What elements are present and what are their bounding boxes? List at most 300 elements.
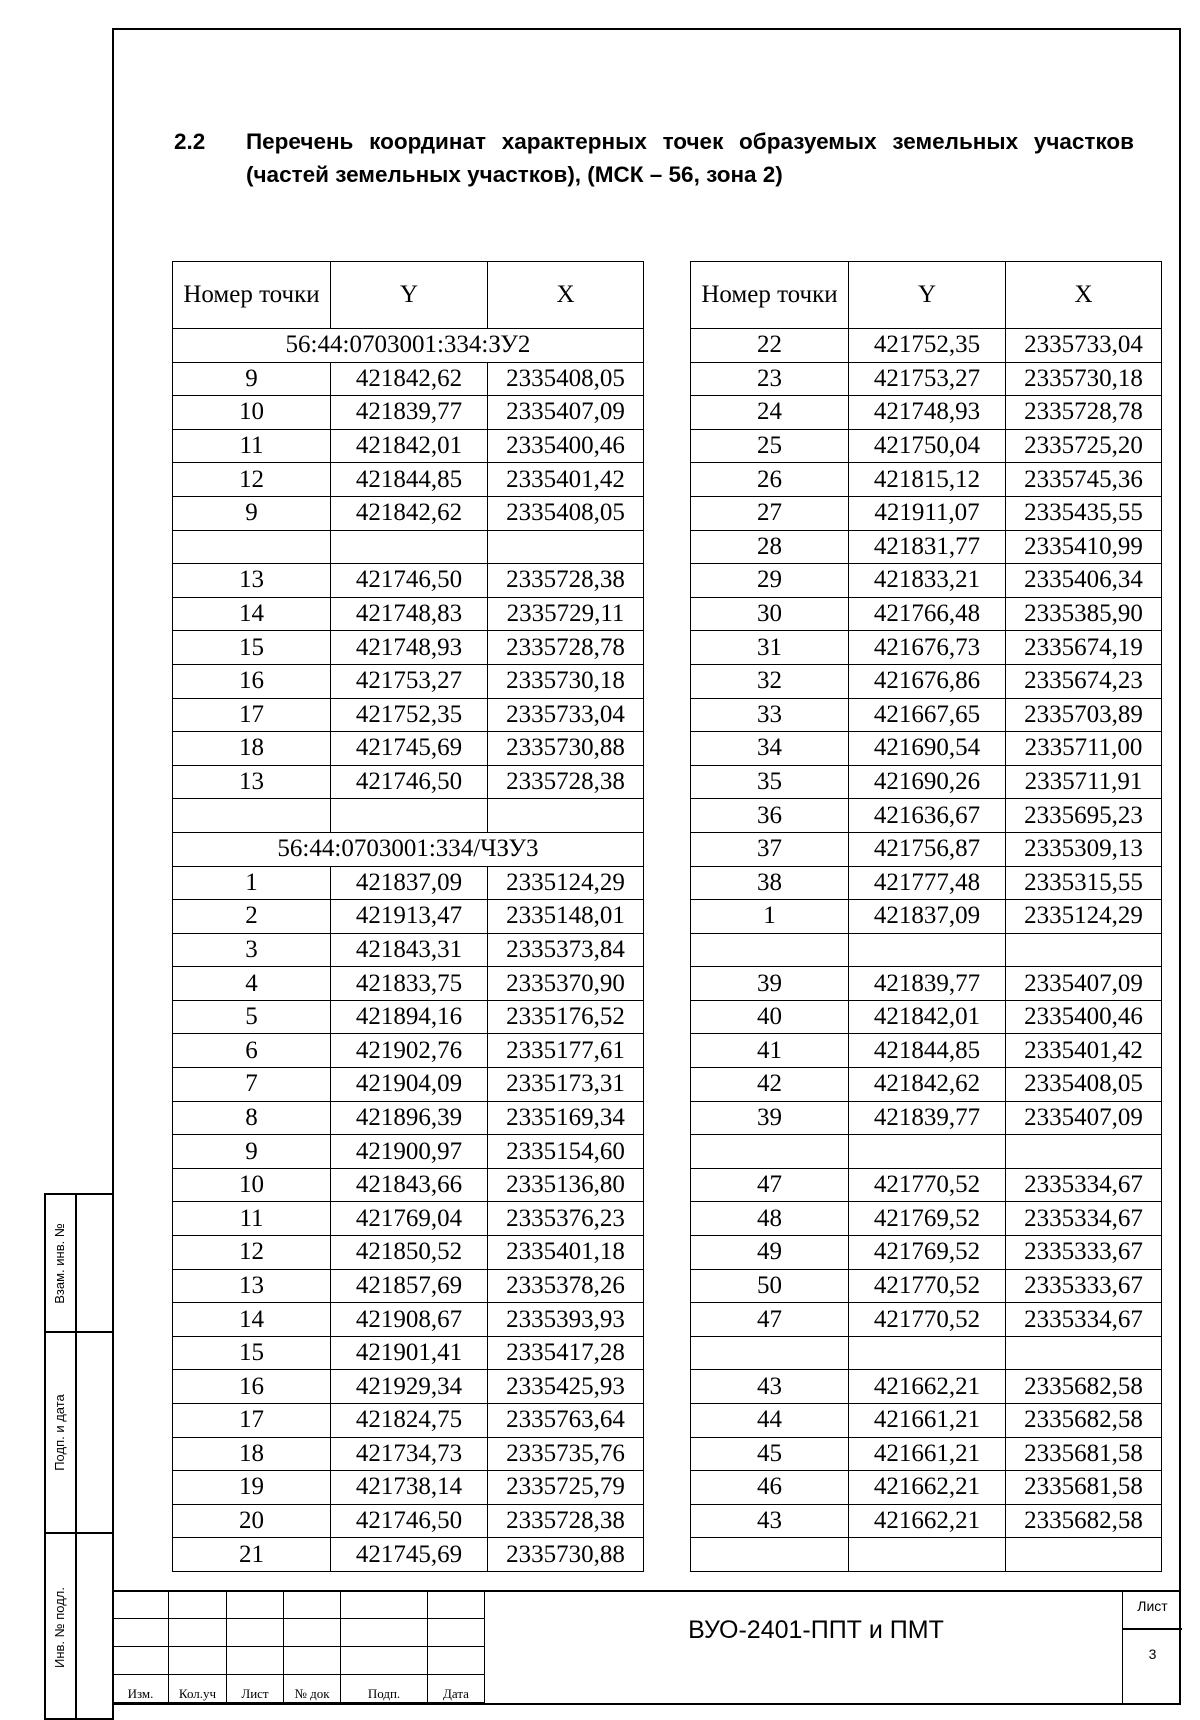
x-coordinate-cell: 2335728,38 bbox=[488, 564, 644, 598]
x-coordinate-cell: 2335401,42 bbox=[1006, 1034, 1162, 1068]
x-coordinate-cell: 2335400,46 bbox=[488, 429, 644, 463]
y-coordinate-cell: 421662,21 bbox=[849, 1504, 1006, 1538]
table-row bbox=[691, 496, 1162, 530]
y-coordinate-cell: 421745,69 bbox=[331, 1538, 488, 1572]
point-number-cell: 24 bbox=[691, 396, 849, 430]
table-row bbox=[173, 1236, 644, 1270]
x-coordinate-cell: 2335401,42 bbox=[488, 463, 644, 497]
table-row bbox=[173, 866, 644, 900]
table-row bbox=[173, 1336, 644, 1370]
point-number-cell: 1 bbox=[173, 866, 331, 900]
table-row bbox=[691, 866, 1162, 900]
x-coordinate-cell: 2335124,29 bbox=[1006, 900, 1162, 934]
y-coordinate-cell: 421690,26 bbox=[849, 765, 1006, 799]
sheet-number: 3 bbox=[1148, 1646, 1157, 1662]
x-coordinate-cell: 2335728,38 bbox=[488, 1504, 644, 1538]
table-row bbox=[173, 933, 644, 967]
table-row bbox=[173, 664, 644, 698]
y-coordinate-cell: 421839,77 bbox=[849, 967, 1006, 1001]
point-number-cell: 35 bbox=[691, 765, 849, 799]
point-number-cell: 50 bbox=[691, 1269, 849, 1303]
x-coordinate-cell: 2335333,67 bbox=[1006, 1269, 1162, 1303]
title-block-label: Подп. bbox=[341, 1675, 428, 1703]
title-block-label: Изм. bbox=[113, 1675, 169, 1703]
x-coordinate-cell: 2335735,76 bbox=[488, 1437, 644, 1471]
table-row bbox=[173, 362, 644, 396]
x-coordinate-cell: 2335728,78 bbox=[488, 631, 644, 665]
point-number-cell: 10 bbox=[173, 396, 331, 430]
x-coordinate-cell: 2335408,05 bbox=[488, 496, 644, 530]
y-coordinate-cell bbox=[331, 799, 488, 833]
x-coordinate-cell: 2335334,67 bbox=[1006, 1168, 1162, 1202]
table-row bbox=[173, 1538, 644, 1572]
table-row bbox=[173, 1202, 644, 1236]
y-coordinate-cell: 421662,21 bbox=[849, 1370, 1006, 1404]
table-row bbox=[691, 362, 1162, 396]
x-coordinate-cell: 2335334,67 bbox=[1006, 1202, 1162, 1236]
y-coordinate-cell: 421894,16 bbox=[331, 1000, 488, 1034]
point-number-cell: 12 bbox=[173, 463, 331, 497]
y-coordinate-cell: 421756,87 bbox=[849, 832, 1006, 866]
x-coordinate-cell: 2335725,20 bbox=[1006, 429, 1162, 463]
table-row bbox=[691, 664, 1162, 698]
header-point-number: Номер точки bbox=[691, 262, 849, 329]
x-coordinate-cell bbox=[488, 530, 644, 564]
table-row bbox=[691, 933, 1162, 967]
point-number-cell: 4 bbox=[173, 967, 331, 1001]
x-coordinate-cell: 2335370,90 bbox=[488, 967, 644, 1001]
point-number-cell: 15 bbox=[173, 631, 331, 665]
x-coordinate-cell: 2335682,58 bbox=[1006, 1504, 1162, 1538]
table-row bbox=[173, 1135, 644, 1169]
y-coordinate-cell: 421843,66 bbox=[331, 1168, 488, 1202]
point-number-cell: 16 bbox=[173, 664, 331, 698]
table-row bbox=[173, 1370, 644, 1404]
y-coordinate-cell: 421661,21 bbox=[849, 1404, 1006, 1438]
point-number-cell: 11 bbox=[173, 1202, 331, 1236]
point-number-cell bbox=[691, 1336, 849, 1370]
point-number-cell: 27 bbox=[691, 496, 849, 530]
section-number: 2.2 bbox=[174, 129, 206, 154]
table-row bbox=[691, 1068, 1162, 1102]
point-number-cell: 11 bbox=[173, 429, 331, 463]
y-coordinate-cell: 421896,39 bbox=[331, 1101, 488, 1135]
table-row bbox=[173, 1404, 644, 1438]
point-number-cell: 47 bbox=[691, 1168, 849, 1202]
x-coordinate-cell: 2335745,36 bbox=[1006, 463, 1162, 497]
point-number-cell: 18 bbox=[173, 732, 331, 766]
y-coordinate-cell: 421913,47 bbox=[331, 900, 488, 934]
table-row bbox=[691, 1437, 1162, 1471]
x-coordinate-cell: 2335407,09 bbox=[1006, 967, 1162, 1001]
table-row bbox=[691, 1101, 1162, 1135]
x-coordinate-cell: 2335711,91 bbox=[1006, 765, 1162, 799]
table-row bbox=[691, 732, 1162, 766]
y-coordinate-cell: 421769,04 bbox=[331, 1202, 488, 1236]
x-coordinate-cell: 2335733,04 bbox=[1006, 329, 1162, 363]
y-coordinate-cell: 421766,48 bbox=[849, 597, 1006, 631]
x-coordinate-cell: 2335435,55 bbox=[1006, 496, 1162, 530]
table-row bbox=[691, 1370, 1162, 1404]
table-row bbox=[691, 1538, 1162, 1572]
y-coordinate-cell: 421662,21 bbox=[849, 1471, 1006, 1505]
x-coordinate-cell: 2335136,80 bbox=[488, 1168, 644, 1202]
table-row bbox=[691, 329, 1162, 363]
x-coordinate-cell: 2335407,09 bbox=[488, 396, 644, 430]
x-coordinate-cell: 2335401,18 bbox=[488, 1236, 644, 1270]
x-coordinate-cell: 2335176,52 bbox=[488, 1000, 644, 1034]
table-row bbox=[691, 1000, 1162, 1034]
point-number-cell: 13 bbox=[173, 564, 331, 598]
y-coordinate-cell: 421636,67 bbox=[849, 799, 1006, 833]
x-coordinate-cell: 2335177,61 bbox=[488, 1034, 644, 1068]
table-row bbox=[173, 1168, 644, 1202]
y-coordinate-cell: 421911,07 bbox=[849, 496, 1006, 530]
title-block-label: № док bbox=[284, 1675, 341, 1703]
y-coordinate-cell: 421833,75 bbox=[331, 967, 488, 1001]
x-coordinate-cell: 2335681,58 bbox=[1006, 1471, 1162, 1505]
y-coordinate-cell: 421833,21 bbox=[849, 564, 1006, 598]
x-coordinate-cell: 2335681,58 bbox=[1006, 1437, 1162, 1471]
table-row bbox=[173, 1471, 644, 1505]
table-row bbox=[173, 597, 644, 631]
y-coordinate-cell: 421752,35 bbox=[331, 698, 488, 732]
table-row bbox=[691, 799, 1162, 833]
x-coordinate-cell: 2335674,19 bbox=[1006, 631, 1162, 665]
point-number-cell: 28 bbox=[691, 530, 849, 564]
point-number-cell: 18 bbox=[173, 1437, 331, 1471]
point-number-cell: 49 bbox=[691, 1236, 849, 1270]
y-coordinate-cell: 421770,52 bbox=[849, 1168, 1006, 1202]
table-row bbox=[173, 832, 644, 866]
y-coordinate-cell: 421753,27 bbox=[849, 362, 1006, 396]
side-label-inv: Инв. № подл. bbox=[52, 1586, 68, 1668]
header-x: X bbox=[1006, 262, 1162, 329]
point-number-cell: 39 bbox=[691, 967, 849, 1001]
point-number-cell: 44 bbox=[691, 1404, 849, 1438]
table-row bbox=[691, 1404, 1162, 1438]
side-label-vzam: Взам. инв. № bbox=[52, 1222, 68, 1304]
y-coordinate-cell: 421667,65 bbox=[849, 698, 1006, 732]
y-coordinate-cell: 421676,73 bbox=[849, 631, 1006, 665]
header-y: Y bbox=[331, 262, 488, 329]
x-coordinate-cell: 2335334,67 bbox=[1006, 1303, 1162, 1337]
y-coordinate-cell: 421857,69 bbox=[331, 1269, 488, 1303]
point-number-cell: 5 bbox=[173, 1000, 331, 1034]
y-coordinate-cell: 421843,31 bbox=[331, 933, 488, 967]
sheet-box bbox=[1122, 1590, 1181, 1705]
y-coordinate-cell: 421842,01 bbox=[331, 429, 488, 463]
y-coordinate-cell bbox=[849, 1336, 1006, 1370]
y-coordinate-cell: 421661,21 bbox=[849, 1437, 1006, 1471]
y-coordinate-cell: 421901,41 bbox=[331, 1336, 488, 1370]
point-number-cell: 1 bbox=[691, 900, 849, 934]
x-coordinate-cell: 2335309,13 bbox=[1006, 832, 1162, 866]
y-coordinate-cell: 421842,62 bbox=[849, 1068, 1006, 1102]
point-number-cell: 7 bbox=[173, 1068, 331, 1102]
table-row bbox=[691, 1471, 1162, 1505]
x-coordinate-cell: 2335425,93 bbox=[488, 1370, 644, 1404]
y-coordinate-cell: 421908,67 bbox=[331, 1303, 488, 1337]
table-row bbox=[691, 1303, 1162, 1337]
point-number-cell: 30 bbox=[691, 597, 849, 631]
x-coordinate-cell: 2335373,84 bbox=[488, 933, 644, 967]
point-number-cell: 43 bbox=[691, 1370, 849, 1404]
point-number-cell: 12 bbox=[173, 1236, 331, 1270]
point-number-cell: 46 bbox=[691, 1471, 849, 1505]
parcel-group-title: 56:44:0703001:334/ЧЗУ3 bbox=[173, 832, 644, 866]
table-row bbox=[173, 967, 644, 1001]
point-number-cell: 9 bbox=[173, 362, 331, 396]
parcel-group-title: 56:44:0703001:334:ЗУ2 bbox=[173, 329, 644, 363]
y-coordinate-cell: 421842,62 bbox=[331, 362, 488, 396]
title-block-grid bbox=[112, 1590, 485, 1703]
point-number-cell: 9 bbox=[173, 496, 331, 530]
x-coordinate-cell: 2335315,55 bbox=[1006, 866, 1162, 900]
table-row bbox=[173, 1068, 644, 1102]
point-number-cell: 10 bbox=[173, 1168, 331, 1202]
table-row bbox=[173, 429, 644, 463]
x-coordinate-cell: 2335410,99 bbox=[1006, 530, 1162, 564]
point-number-cell: 48 bbox=[691, 1202, 849, 1236]
point-number-cell: 38 bbox=[691, 866, 849, 900]
y-coordinate-cell bbox=[849, 933, 1006, 967]
section-title: Перечень координат характерных точек образуемых земельных участков (частей земельных участков), (МСК – 56, зона 2) bbox=[246, 129, 1134, 187]
y-coordinate-cell: 421900,97 bbox=[331, 1135, 488, 1169]
x-coordinate-cell bbox=[1006, 1135, 1162, 1169]
table-row bbox=[173, 1000, 644, 1034]
side-label-podp: Подп. и дата bbox=[52, 1394, 68, 1471]
x-coordinate-cell: 2335406,34 bbox=[1006, 564, 1162, 598]
point-number-cell: 37 bbox=[691, 832, 849, 866]
table-row bbox=[173, 1504, 644, 1538]
point-number-cell: 22 bbox=[691, 329, 849, 363]
y-coordinate-cell: 421815,12 bbox=[849, 463, 1006, 497]
table-row bbox=[173, 564, 644, 598]
table-row bbox=[691, 1504, 1162, 1538]
x-coordinate-cell: 2335385,90 bbox=[1006, 597, 1162, 631]
table-row bbox=[691, 832, 1162, 866]
point-number-cell: 39 bbox=[691, 1101, 849, 1135]
x-coordinate-cell: 2335124,29 bbox=[488, 866, 644, 900]
x-coordinate-cell: 2335703,89 bbox=[1006, 698, 1162, 732]
y-coordinate-cell: 421769,52 bbox=[849, 1236, 1006, 1270]
table-row bbox=[691, 1168, 1162, 1202]
y-coordinate-cell: 421748,83 bbox=[331, 597, 488, 631]
x-coordinate-cell: 2335682,58 bbox=[1006, 1404, 1162, 1438]
x-coordinate-cell: 2335763,64 bbox=[488, 1404, 644, 1438]
x-coordinate-cell bbox=[1006, 1538, 1162, 1572]
y-coordinate-cell: 421746,50 bbox=[331, 1504, 488, 1538]
document-code: ВУО-2401-ППТ и ПМТ bbox=[688, 1616, 944, 1644]
table-row bbox=[173, 329, 644, 363]
table-header-row bbox=[691, 262, 1162, 329]
x-coordinate-cell: 2335393,93 bbox=[488, 1303, 644, 1337]
y-coordinate-cell: 421753,27 bbox=[331, 664, 488, 698]
y-coordinate-cell: 421844,85 bbox=[849, 1034, 1006, 1068]
x-coordinate-cell: 2335729,11 bbox=[488, 597, 644, 631]
table-row bbox=[691, 396, 1162, 430]
table-row bbox=[173, 732, 644, 766]
table-row bbox=[691, 1236, 1162, 1270]
table-row bbox=[173, 1101, 644, 1135]
table-row bbox=[173, 496, 644, 530]
point-number-cell: 25 bbox=[691, 429, 849, 463]
header-point-number: Номер точки bbox=[173, 262, 331, 329]
table-row bbox=[691, 765, 1162, 799]
y-coordinate-cell: 421690,54 bbox=[849, 732, 1006, 766]
point-number-cell: 19 bbox=[173, 1471, 331, 1505]
y-coordinate-cell: 421777,48 bbox=[849, 866, 1006, 900]
x-coordinate-cell bbox=[488, 799, 644, 833]
point-number-cell: 42 bbox=[691, 1068, 849, 1102]
point-number-cell: 29 bbox=[691, 564, 849, 598]
title-block-label: Кол.уч bbox=[169, 1675, 227, 1703]
x-coordinate-cell: 2335730,18 bbox=[1006, 362, 1162, 396]
point-number-cell: 34 bbox=[691, 732, 849, 766]
point-number-cell: 9 bbox=[173, 1135, 331, 1169]
table-row bbox=[173, 1034, 644, 1068]
y-coordinate-cell: 421850,52 bbox=[331, 1236, 488, 1270]
table-row bbox=[691, 597, 1162, 631]
y-coordinate-cell: 421844,85 bbox=[331, 463, 488, 497]
table-row bbox=[173, 631, 644, 665]
table-row bbox=[173, 698, 644, 732]
y-coordinate-cell: 421745,69 bbox=[331, 732, 488, 766]
point-number-cell: 32 bbox=[691, 664, 849, 698]
point-number-cell: 47 bbox=[691, 1303, 849, 1337]
x-coordinate-cell: 2335378,26 bbox=[488, 1269, 644, 1303]
point-number-cell: 21 bbox=[173, 1538, 331, 1572]
x-coordinate-cell: 2335417,28 bbox=[488, 1336, 644, 1370]
y-coordinate-cell: 421839,77 bbox=[849, 1101, 1006, 1135]
point-number-cell: 13 bbox=[173, 1269, 331, 1303]
y-coordinate-cell: 421746,50 bbox=[331, 765, 488, 799]
x-coordinate-cell bbox=[1006, 933, 1162, 967]
x-coordinate-cell: 2335682,58 bbox=[1006, 1370, 1162, 1404]
point-number-cell bbox=[691, 1135, 849, 1169]
y-coordinate-cell: 421842,62 bbox=[331, 496, 488, 530]
table-row bbox=[691, 1202, 1162, 1236]
table-row bbox=[173, 1303, 644, 1337]
y-coordinate-cell: 421770,52 bbox=[849, 1303, 1006, 1337]
point-number-cell: 2 bbox=[173, 900, 331, 934]
point-number-cell: 45 bbox=[691, 1437, 849, 1471]
y-coordinate-cell: 421748,93 bbox=[849, 396, 1006, 430]
point-number-cell: 16 bbox=[173, 1370, 331, 1404]
x-coordinate-cell: 2335730,88 bbox=[488, 732, 644, 766]
point-number-cell: 43 bbox=[691, 1504, 849, 1538]
table-row bbox=[691, 1135, 1162, 1169]
point-number-cell: 15 bbox=[173, 1336, 331, 1370]
table-row bbox=[173, 900, 644, 934]
x-coordinate-cell: 2335376,23 bbox=[488, 1202, 644, 1236]
y-coordinate-cell: 421837,09 bbox=[849, 900, 1006, 934]
y-coordinate-cell bbox=[849, 1135, 1006, 1169]
point-number-cell: 6 bbox=[173, 1034, 331, 1068]
point-number-cell: 3 bbox=[173, 933, 331, 967]
y-coordinate-cell: 421831,77 bbox=[849, 530, 1006, 564]
x-coordinate-cell: 2335408,05 bbox=[1006, 1068, 1162, 1102]
x-coordinate-cell: 2335711,00 bbox=[1006, 732, 1162, 766]
x-coordinate-cell: 2335725,79 bbox=[488, 1471, 644, 1505]
table-row bbox=[173, 765, 644, 799]
table-row bbox=[691, 530, 1162, 564]
title-block-label: Лист bbox=[227, 1675, 284, 1703]
point-number-cell: 14 bbox=[173, 1303, 331, 1337]
table-row bbox=[691, 1336, 1162, 1370]
table-row bbox=[173, 530, 644, 564]
coordinates-table-left bbox=[172, 261, 644, 1572]
point-number-cell: 41 bbox=[691, 1034, 849, 1068]
x-coordinate-cell: 2335173,31 bbox=[488, 1068, 644, 1102]
header-x: X bbox=[488, 262, 644, 329]
y-coordinate-cell: 421734,73 bbox=[331, 1437, 488, 1471]
table-row bbox=[691, 698, 1162, 732]
point-number-cell: 40 bbox=[691, 1000, 849, 1034]
coordinates-table-right bbox=[690, 261, 1162, 1572]
y-coordinate-cell: 421746,50 bbox=[331, 564, 488, 598]
table-row bbox=[691, 631, 1162, 665]
y-coordinate-cell: 421824,75 bbox=[331, 1404, 488, 1438]
x-coordinate-cell: 2335728,78 bbox=[1006, 396, 1162, 430]
y-coordinate-cell: 421676,86 bbox=[849, 664, 1006, 698]
point-number-cell bbox=[691, 1538, 849, 1572]
y-coordinate-cell: 421748,93 bbox=[331, 631, 488, 665]
x-coordinate-cell: 2335730,88 bbox=[488, 1538, 644, 1572]
table-header-row bbox=[173, 262, 644, 329]
table-row bbox=[173, 396, 644, 430]
table-row bbox=[691, 900, 1162, 934]
point-number-cell: 26 bbox=[691, 463, 849, 497]
y-coordinate-cell: 421839,77 bbox=[331, 396, 488, 430]
y-coordinate-cell: 421902,76 bbox=[331, 1034, 488, 1068]
x-coordinate-cell bbox=[1006, 1336, 1162, 1370]
point-number-cell: 33 bbox=[691, 698, 849, 732]
table-row bbox=[691, 967, 1162, 1001]
y-coordinate-cell bbox=[849, 1538, 1006, 1572]
point-number-cell: 17 bbox=[173, 1404, 331, 1438]
table-row bbox=[173, 799, 644, 833]
x-coordinate-cell: 2335400,46 bbox=[1006, 1000, 1162, 1034]
y-coordinate-cell: 421752,35 bbox=[849, 329, 1006, 363]
table-row bbox=[691, 1034, 1162, 1068]
x-coordinate-cell: 2335154,60 bbox=[488, 1135, 644, 1169]
y-coordinate-cell: 421904,09 bbox=[331, 1068, 488, 1102]
x-coordinate-cell: 2335169,34 bbox=[488, 1101, 644, 1135]
table-row bbox=[173, 1437, 644, 1471]
x-coordinate-cell: 2335408,05 bbox=[488, 362, 644, 396]
x-coordinate-cell: 2335695,23 bbox=[1006, 799, 1162, 833]
point-number-cell: 36 bbox=[691, 799, 849, 833]
point-number-cell: 31 bbox=[691, 631, 849, 665]
x-coordinate-cell: 2335148,01 bbox=[488, 900, 644, 934]
table-row bbox=[691, 463, 1162, 497]
y-coordinate-cell: 421842,01 bbox=[849, 1000, 1006, 1034]
y-coordinate-cell: 421738,14 bbox=[331, 1471, 488, 1505]
y-coordinate-cell: 421770,52 bbox=[849, 1269, 1006, 1303]
header-y: Y bbox=[849, 262, 1006, 329]
point-number-cell bbox=[691, 933, 849, 967]
point-number-cell: 20 bbox=[173, 1504, 331, 1538]
table-row bbox=[173, 463, 644, 497]
y-coordinate-cell: 421837,09 bbox=[331, 866, 488, 900]
x-coordinate-cell: 2335333,67 bbox=[1006, 1236, 1162, 1270]
y-coordinate-cell bbox=[331, 530, 488, 564]
sheet-label: Лист bbox=[1137, 1598, 1168, 1614]
x-coordinate-cell: 2335407,09 bbox=[1006, 1101, 1162, 1135]
y-coordinate-cell: 421929,34 bbox=[331, 1370, 488, 1404]
